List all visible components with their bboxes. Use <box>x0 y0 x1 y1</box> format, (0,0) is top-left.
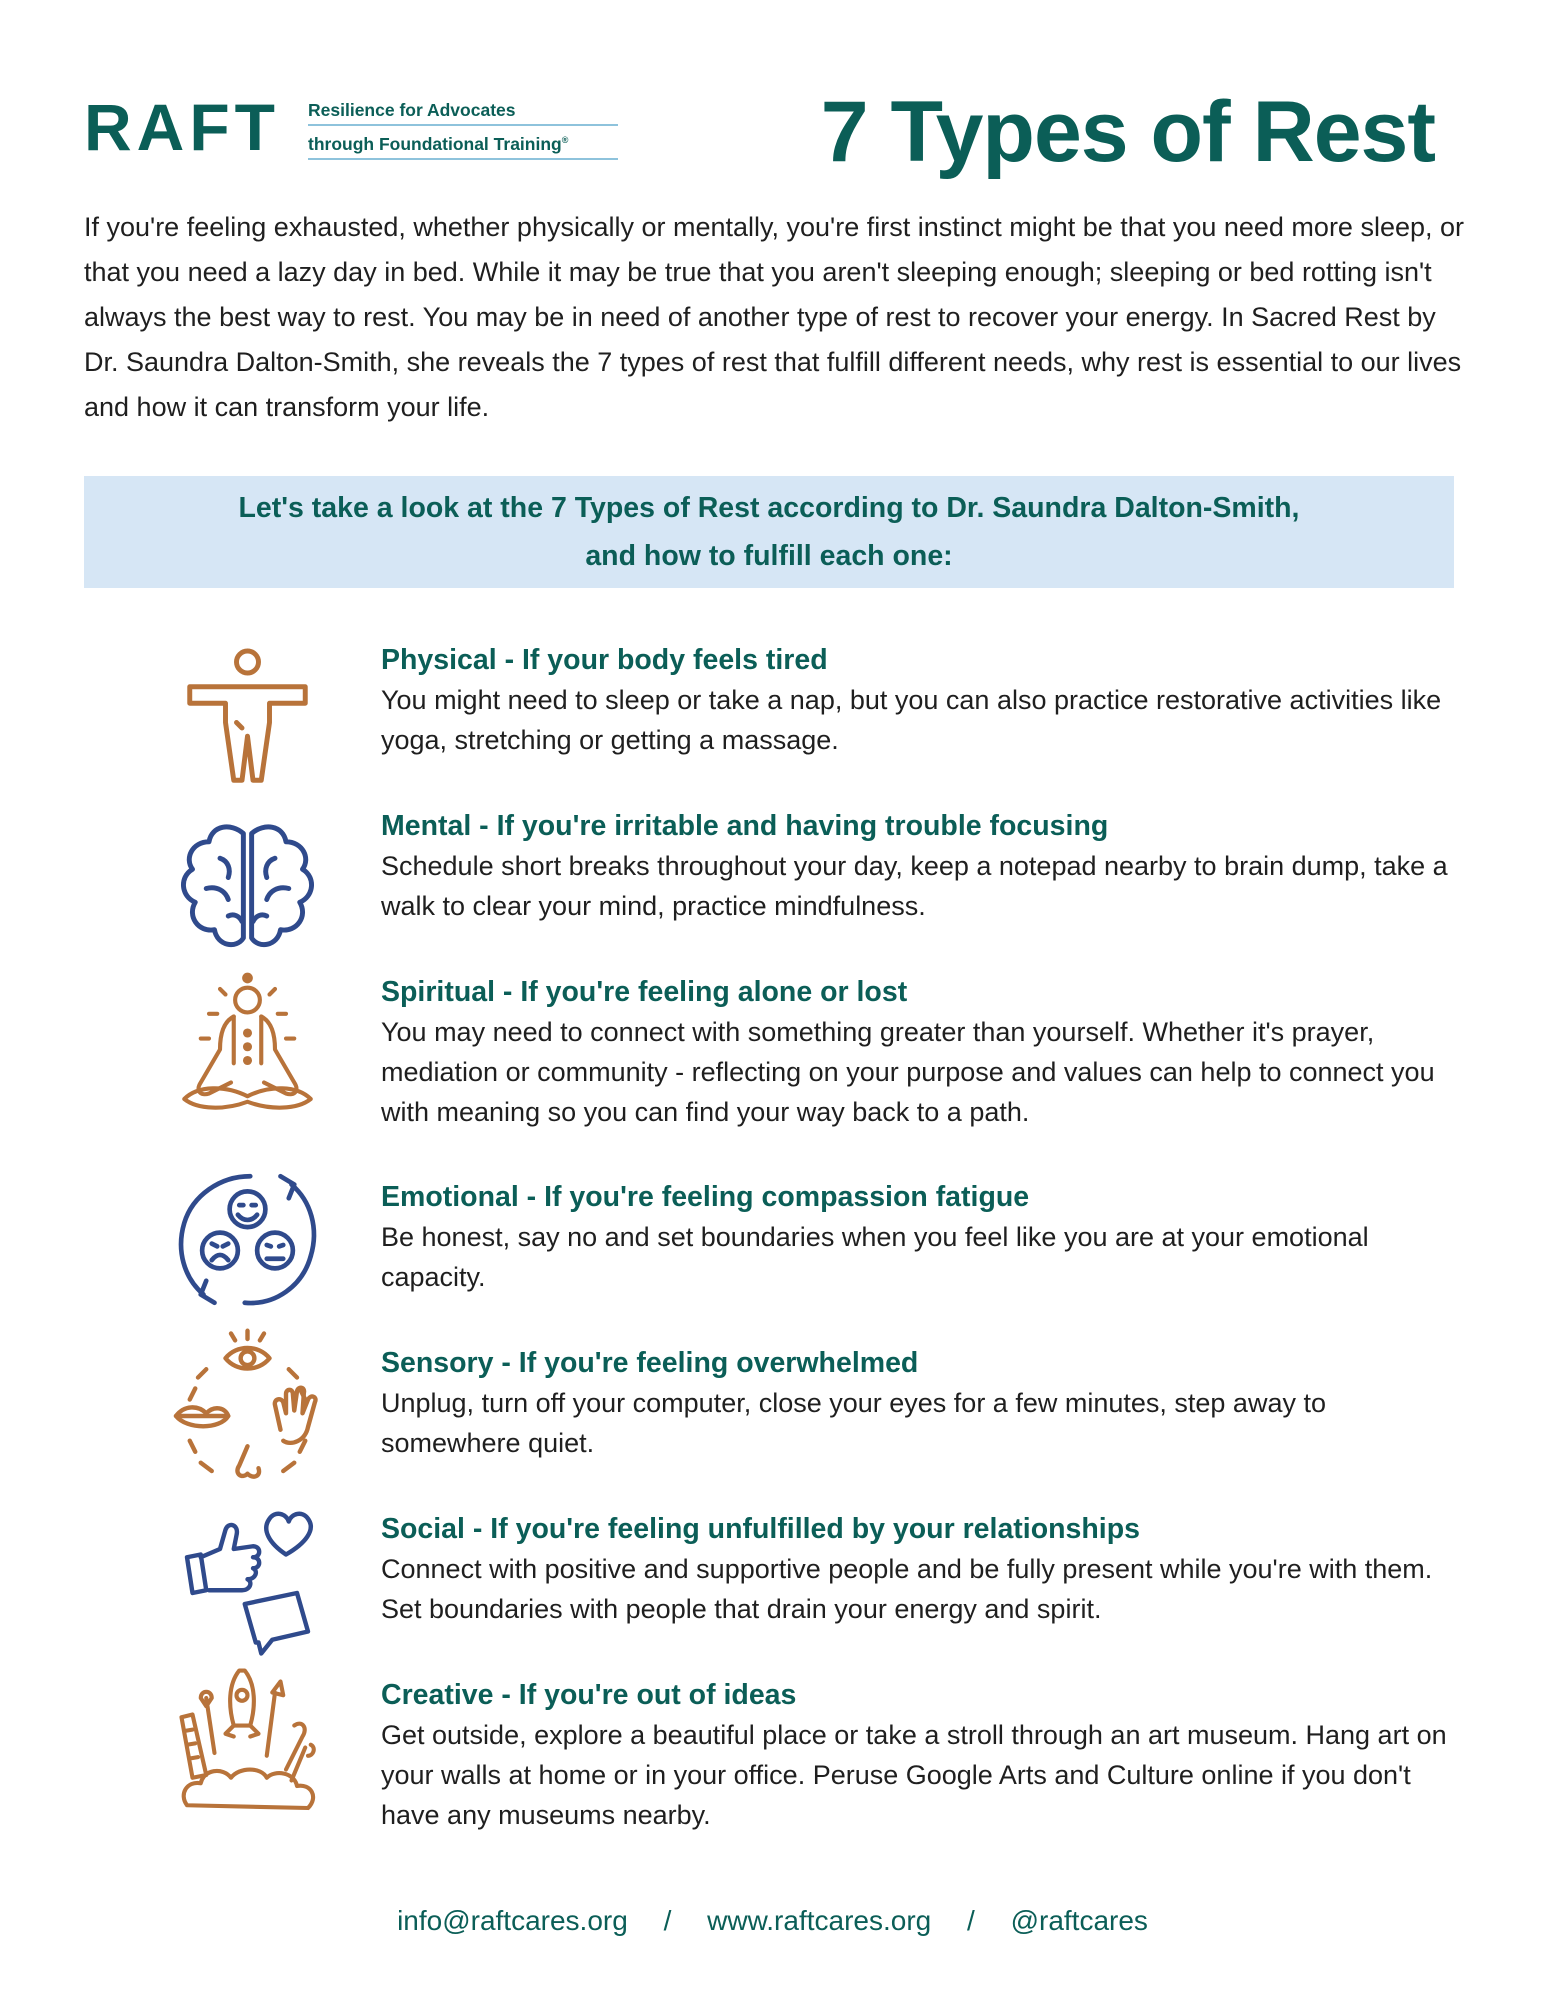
tagline-line-2-text: through Foundational Training <box>308 133 562 154</box>
rest-type-body: Schedule short breaks throughout your day, keep a notepad nearby to brain dump, take a walk to clear your mind, practice mindfulness. <box>381 851 1448 921</box>
social-icon <box>165 1494 330 1659</box>
intro-paragraph: If you're feeling exhausted, whether physically or mentally, you're first instinct might be that you need more sleep, or that you need a lazy day in bed. While it may be true that you aren't sleeping enough; sleeping or bed rotting isn't always the best way to rest. You may be in need of another type of rest to recover your energy. In Sacred Rest by Dr. Saundra Dalton-Smith, she reveals the 7 types of rest that fulfill different needs, why rest is essential to our lives and how it can transform your life. <box>84 212 1465 422</box>
logo-tagline <box>308 96 618 160</box>
page-title: 7 Types of Rest <box>820 84 1435 180</box>
rest-type-body: Unplug, turn off your computer, close your eyes for a few minutes, step away to somewhere quiet. <box>381 1388 1326 1458</box>
rest-type-heading: Physical - If your body feels tired <box>381 644 828 676</box>
rest-type-heading: Mental - If you're irritable and having trouble focusing <box>381 810 1109 842</box>
footer-social-handle[interactable]: @raftcares <box>1010 1905 1148 1936</box>
brain-icon <box>165 806 330 971</box>
rest-type-heading: Emotional - If you're feeling compassion fatigue <box>381 1181 1030 1213</box>
rest-type-heading: Social - If you're feeling unfulfilled by your relationships <box>381 1513 1140 1545</box>
footer-separator: / <box>967 1905 975 1936</box>
banner-line-1: Let's take a look at the 7 Types of Rest according to Dr. Saundra Dalton-Smith, <box>238 492 1300 524</box>
emotions-cycle-icon <box>165 1157 330 1322</box>
rest-type-text <box>381 806 1471 926</box>
rest-type-text <box>381 1509 1471 1629</box>
rest-type-text <box>381 1675 1471 1835</box>
rest-type-body: You may need to connect with something greater than yourself. Whether it's prayer, mediation or community - reflecting on your purpose and values can help to connect you with meaning so you can find your way back to a path. <box>381 1017 1435 1127</box>
rest-type-text <box>381 1177 1471 1297</box>
rest-type-heading: Sensory - If you're feeling overwhelmed <box>381 1347 919 1379</box>
footer-website-link[interactable]: www.raftcares.org <box>707 1905 932 1936</box>
rest-type-text <box>381 972 1471 1132</box>
rest-type-body: Connect with positive and supportive people and be fully present while you're with them. Set boundaries with people that drain your energy and spirit. <box>381 1554 1433 1624</box>
tagline-line-2 <box>308 126 618 160</box>
rest-type-body: Be honest, say no and set boundaries when you feel like you are at your emotional capacity. <box>381 1222 1369 1292</box>
footer-email-link[interactable]: info@raftcares.org <box>397 1905 628 1936</box>
logo-wordmark: RAFT <box>84 90 280 164</box>
registered-mark: ® <box>561 135 569 145</box>
senses-icon <box>165 1328 330 1493</box>
tagline-line-1: Resilience for Advocates <box>308 96 618 126</box>
rest-type-text <box>381 640 1471 760</box>
footer-contact <box>0 1905 1545 1937</box>
rest-type-heading: Creative - If you're out of ideas <box>381 1679 797 1711</box>
meditation-icon <box>165 967 330 1132</box>
rest-type-text <box>381 1343 1471 1463</box>
section-banner <box>84 476 1454 588</box>
rest-type-body: You might need to sleep or take a nap, but you can also practice restorative activities like yoga, stretching or getting a massage. <box>381 685 1442 755</box>
banner-line-2: and how to fulfill each one: <box>585 540 953 572</box>
rest-type-body: Get outside, explore a beautiful place or take a stroll through an art museum. Hang art on your walls at home or in your office. Peruse Google Arts and Culture online if you don't have any museums nearby. <box>381 1720 1447 1830</box>
creative-tools-icon <box>165 1665 330 1830</box>
footer-separator: / <box>663 1905 672 1936</box>
person-body-icon <box>165 640 330 805</box>
raft-logo <box>84 90 280 164</box>
rest-type-heading: Spiritual - If you're feeling alone or lost <box>381 976 908 1008</box>
